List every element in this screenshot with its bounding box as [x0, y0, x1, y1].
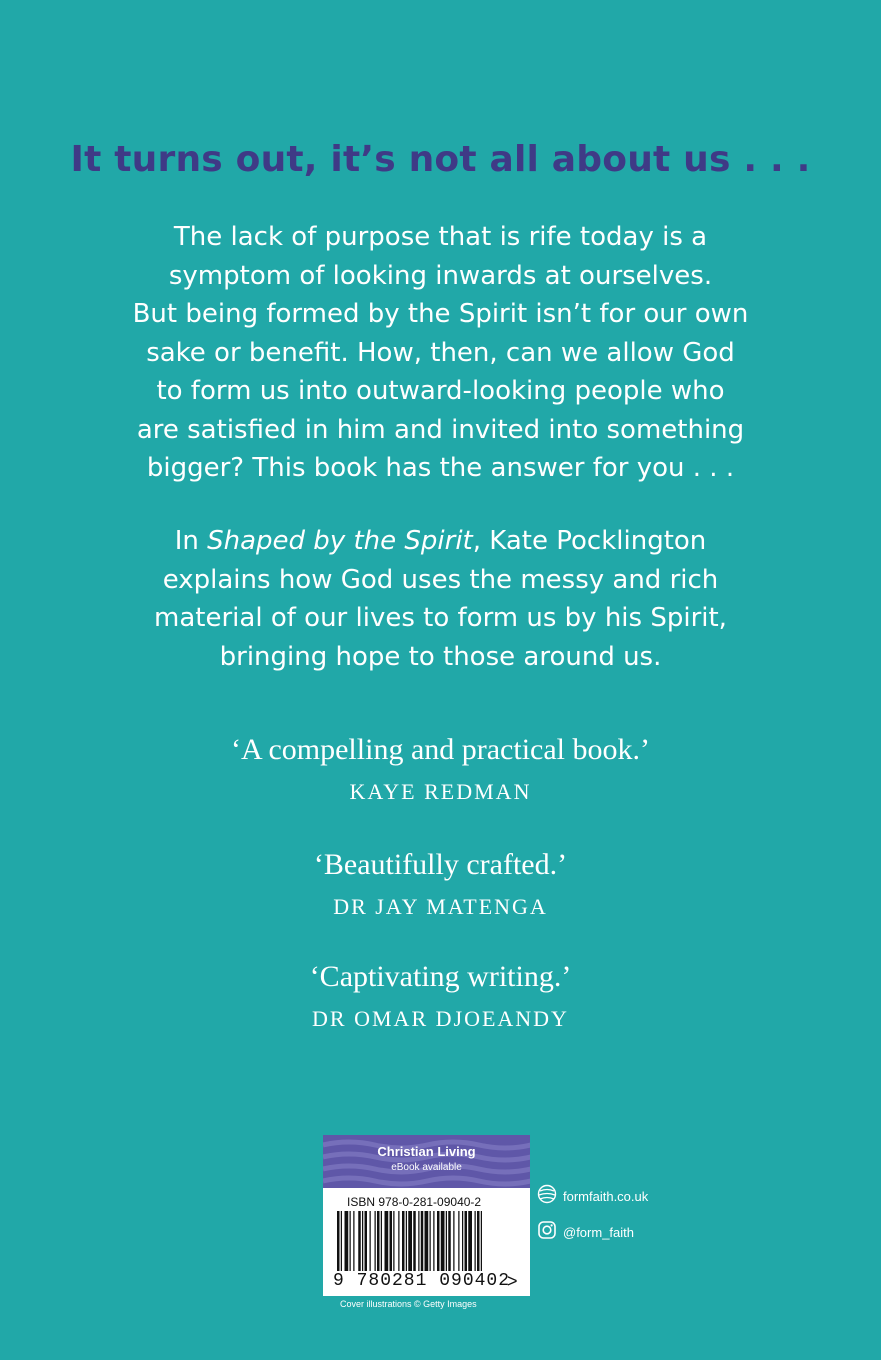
barcode-bar: [353, 1211, 354, 1271]
endorsement-author: DR OMAR DJOEANDY: [312, 1006, 569, 1031]
barcode-bar: [453, 1211, 454, 1271]
instagram-link[interactable]: [537, 1220, 634, 1246]
barcode-bar: [475, 1211, 476, 1271]
instagram-icon: [537, 1220, 557, 1246]
category-band: [323, 1135, 530, 1188]
barcode-bar: [406, 1211, 407, 1271]
blurb-line: The lack of purpose that is rife today is a: [173, 222, 708, 252]
headline: It turns out, it’s not all about us . . .: [70, 139, 811, 180]
barcode-bar: [390, 1211, 393, 1271]
isbn-label: ISBN 978-0-281-09040-2: [347, 1195, 482, 1209]
barcode-bar: [465, 1211, 468, 1271]
barcode-bar: [421, 1211, 424, 1271]
barcode-bar: [433, 1211, 434, 1271]
barcode-bar: [402, 1211, 405, 1271]
barcode-bar: [481, 1211, 482, 1271]
blurb-line: explains how God uses the messy and rich: [162, 564, 719, 595]
category-title: Christian Living: [377, 1144, 476, 1159]
barcode-box: [323, 1135, 530, 1296]
blurb-line: [60, 522, 821, 561]
barcode-bar: [341, 1211, 342, 1271]
barcode-bar: [468, 1211, 472, 1271]
website-link[interactable]: [537, 1184, 648, 1210]
instagram-label: @form_faith: [563, 1225, 634, 1240]
barcode-bar: [375, 1211, 376, 1271]
barcode-bar: [418, 1211, 419, 1271]
endorsement: [0, 731, 881, 807]
endorsement-author: DR JAY MATENGA: [333, 894, 548, 919]
barcode-bar: [458, 1211, 459, 1271]
barcode-bar: [345, 1211, 349, 1271]
barcode-bar: [385, 1211, 389, 1271]
barcode-bar: [350, 1211, 351, 1271]
blurb-line: But being formed by the Spirit isn’t for our own: [132, 299, 749, 329]
endorsement: [0, 846, 881, 922]
barcode-bar: [370, 1211, 371, 1271]
barcode-bar: [448, 1211, 451, 1271]
blurb-line: material of our lives to form us by his Spirit,: [154, 603, 727, 633]
blurb-line: sake or benefit. How, then, can we allow God: [146, 337, 735, 368]
barcode-bar: [441, 1211, 445, 1271]
barcode-bar: [446, 1211, 447, 1271]
blurb-line: bigger? This book has the answer for you . . .: [146, 453, 735, 483]
barcode-bar: [358, 1211, 361, 1271]
endorsement-quote: ‘A compelling and practical book.’: [230, 733, 651, 766]
globe-icon: [537, 1184, 557, 1210]
blurb-line: symptom of looking inwards at ourselves.: [168, 260, 713, 291]
barcode-digits: 9 780281 090402: [333, 1271, 511, 1291]
website-label: formfaith.co.uk: [563, 1189, 649, 1204]
barcode-bar: [337, 1211, 340, 1271]
barcode-bar: [362, 1211, 363, 1271]
endorsement: [0, 958, 881, 1034]
barcode-bar: [437, 1211, 440, 1271]
barcode-bar: [430, 1211, 431, 1271]
barcode-bar: [462, 1211, 463, 1271]
barcode-bar: [413, 1211, 416, 1271]
credits-text: Cover illustrations © Getty Images: [340, 1299, 477, 1309]
barcode-bar: [425, 1211, 429, 1271]
ebook-note: eBook available: [391, 1162, 462, 1173]
blurb-paragraph-2: [60, 522, 821, 676]
blurb-paragraph-1: [60, 218, 821, 488]
barcode-bar: [408, 1211, 412, 1271]
blurb-suffix: , Kate Pocklington: [472, 526, 707, 556]
barcode-bar: [477, 1211, 480, 1271]
blurb-line: bringing hope to those around us.: [219, 641, 662, 672]
barcode-bars: [329, 1211, 519, 1273]
barcode-bar: [365, 1211, 368, 1271]
book-title: Shaped by the Spirit: [207, 526, 473, 556]
blurb-prefix: In: [174, 526, 208, 556]
barcode-chevron: >: [507, 1271, 518, 1291]
blurb-line: to form us into outward-looking people who: [156, 376, 725, 406]
barcode-bar: [377, 1211, 380, 1271]
endorsement-author: KAYE REDMAN: [349, 779, 532, 804]
barcode-bar: [393, 1211, 394, 1271]
endorsement-quote: ‘Captivating writing.’: [309, 960, 572, 993]
barcode-bar: [398, 1211, 399, 1271]
endorsement-quote: ‘Beautifully crafted.’: [313, 848, 568, 881]
blurb-line: are satisfied in him and invited into something: [136, 414, 745, 445]
barcode-bar: [381, 1211, 382, 1271]
